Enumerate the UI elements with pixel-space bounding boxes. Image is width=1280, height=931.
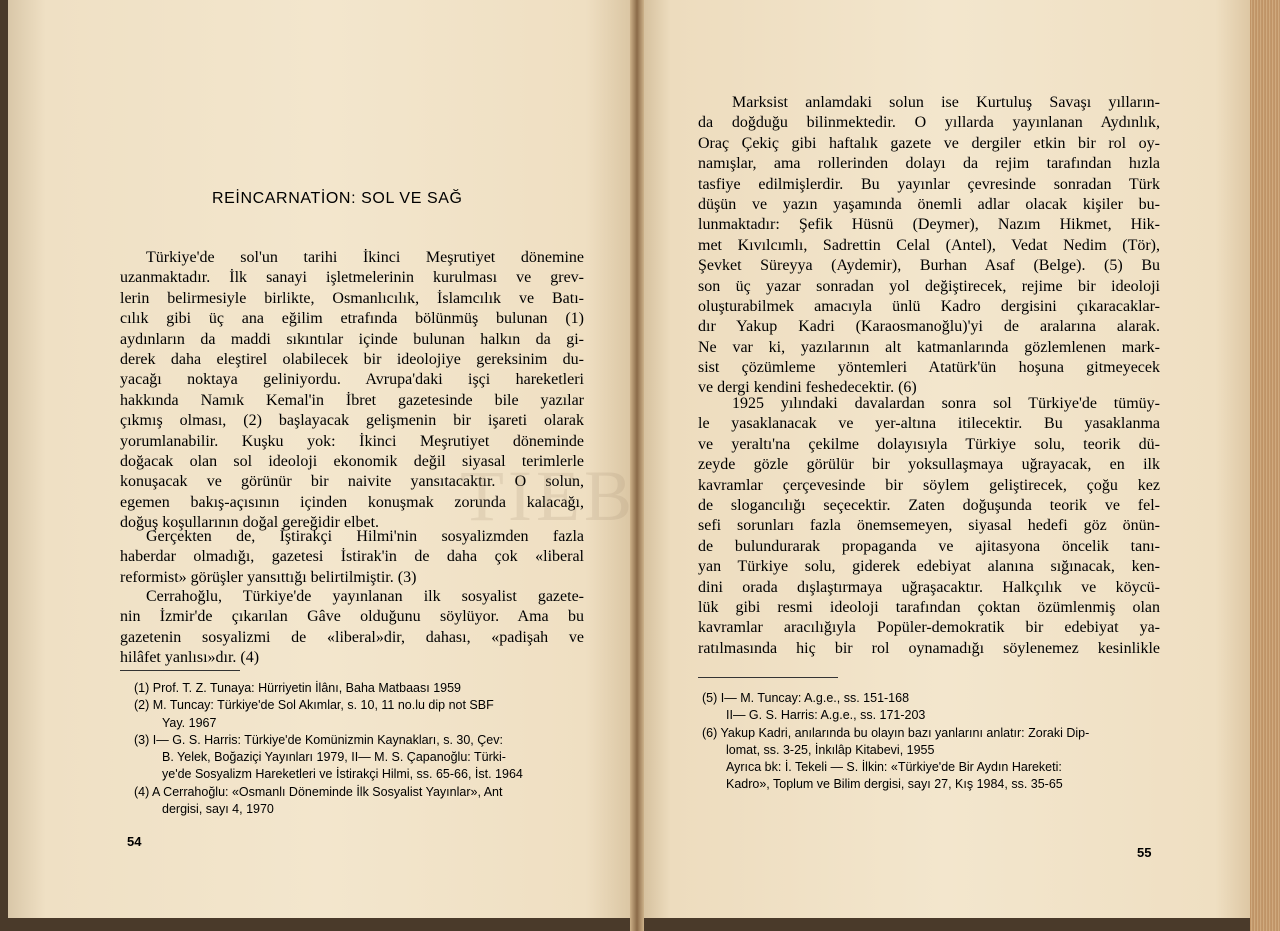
- text-line: son üç yazar sonradan yol değiştirecek, rejime bir ideoloji: [698, 277, 1160, 295]
- text-line: lerin belirmesiyle birlikte, Osmanlıcılık, İslamcılık ve Batı-: [120, 289, 584, 307]
- text-line: sefi sorunları fazla önemsemeyen, siyasal hedefi göz önün-: [698, 517, 1160, 535]
- text-line: yorumlanabilir. Kuşku yok: İkinci Meşrutiyet döneminde: [120, 432, 584, 450]
- text-line: aydınların da maddi sıkıntılar içinde bulunan halkın da gi-: [120, 330, 584, 348]
- footnote: lomat, ss. 3-25, İnkılâp Kitabevi, 1955: [726, 742, 935, 757]
- text-line: de bulundurarak propaganda ve ajitasyona öncelik tanı-: [698, 537, 1160, 555]
- text-line: Gerçekten de, İştirakçi Hilmi'nin sosyalizmden fazla: [146, 528, 584, 545]
- page-number-left: 54: [127, 834, 142, 849]
- text-line: yan Türkiye solu, giderek edebiyat alanına sığınacak, ken-: [698, 558, 1160, 576]
- footnote: (1) Prof. T. Z. Tunaya: Hürriyetin İlânı, Baha Matbaası 1959: [134, 681, 462, 695]
- text-line: nin İzmir'de çıkarılan Gâve olduğunu söylüyor. Ama bu: [120, 608, 584, 626]
- right-footnotes: [702, 690, 1158, 794]
- text-line: met Kıvılcımlı, Sadrettin Celal (Antel), Vedat Nedim (Tör),: [698, 236, 1160, 254]
- text-line: kavramlar aracılığıyla Popüler-demokratik bir edebiyat ya-: [698, 619, 1160, 637]
- footnote: II— G. S. Harris: A.g.e., ss. 171-203: [726, 708, 926, 723]
- text-line: reformist» görüşler yansıttığı belirtilmiştir. (3): [120, 568, 417, 586]
- text-line: de slogancılığı seçecektir. Zaten doğuşunda teorik ve fel-: [698, 496, 1160, 514]
- text-line: 1925 yılındaki davalardan sonra sol Türkiye'de tümüy-: [732, 395, 1160, 412]
- footnote: (4) A Cerrahoğlu: «Osmanlı Döneminde İlk Sosyalist Yayınlar», Ant: [134, 784, 503, 799]
- text-line: derek daha eleştirel olabilecek bir ideolojiye gereksinim du-: [120, 350, 584, 368]
- left-footnotes: [134, 680, 594, 818]
- text-line: doğacak olan sol ideoloji ekonomik değil siyasal terimlerle: [120, 452, 584, 470]
- page-number-right: 55: [1137, 845, 1152, 860]
- text-line: sist çözümleme yöntemleri Atatürk'ün hoşuna gitmeyecek: [698, 359, 1160, 377]
- text-line: zeyde gözle görülür bir yoksullaşmaya uğrayacak, en ilk: [698, 456, 1160, 474]
- right-paragraph-2: [698, 394, 1160, 659]
- footnote: (2) M. Tuncay: Türkiye'de Sol Akımlar, s. 10, 11 no.lu dip not SBF: [134, 698, 494, 713]
- text-line: cılık gibi üç ana eğilim etrafında bölünmüş bulunan (1): [120, 310, 584, 328]
- footnote: dergisi, sayı 4, 1970: [162, 802, 274, 817]
- text-line: dır Yakup Kadri (Karaosmanoğlu)'yi de aralarına alarak.: [698, 318, 1160, 336]
- text-line: Marksist anlamdaki solun ise Kurtuluş Savaşı yılların-: [732, 94, 1160, 111]
- text-line: kavramlar çerçevesinde bir söylem geliştirecek, çoğu kez: [698, 476, 1160, 494]
- text-line: düşün ve yazın yaşamında önemli adlar olacak kişiler bu-: [698, 195, 1160, 213]
- text-line: hakkında Namık Kemal'in İbret gazetesinde bile yazılar: [120, 391, 584, 409]
- text-line: hilâfet yanlısı»dır. (4): [120, 649, 260, 667]
- text-line: Ne var ki, yazılarının alt katmanlarında gözlemlenen mark-: [698, 338, 1160, 356]
- text-line: gazetenin sosyalizmi de «liberal»dir, dahası, «padişah ve: [120, 628, 584, 646]
- footnote: (3) I— G. S. Harris: Türkiye'de Komünizmin Kaynakları, s. 30, Çev:: [134, 732, 503, 747]
- text-line: yacağı noktaya geliniyordu. Avrupa'daki işçi hareketleri: [120, 371, 584, 389]
- text-line: doğuş koşullarının doğal gereğidir elbet.: [120, 514, 380, 532]
- text-line: ve yeraltı'na çekilme dolayısıyla Türkiye solu, teorik dü-: [698, 435, 1160, 453]
- footnote: Yay. 1967: [162, 715, 217, 730]
- text-line: uzanmaktadır. İlk sanayi işletmelerinin kurulması ve grev-: [120, 269, 584, 287]
- text-line: da doğduğu bilinmektedir. O yıllarda yayınlanan Aydınlık,: [698, 114, 1160, 132]
- text-line: Oraç Çekiç gibi haftalık gazete ve dergiler etkin bir rol oy-: [698, 134, 1160, 152]
- text-line: oluşturabilmek amacıyla ünlü Kadro dergisini çıkaracaklar-: [698, 297, 1160, 315]
- chapter-title: REİNCARNATİON: SOL VE SAĞ: [212, 190, 463, 207]
- footnote-divider: [120, 670, 240, 671]
- text-line: le yasaklanacak ve yer-altına itilecektir. Bu yasaklanma: [698, 415, 1160, 433]
- text-line: namışlar, ama rollerinden dolayı da rejim tarafından hızla: [698, 155, 1160, 173]
- footnote: (5) I— M. Tuncay: A.g.e., ss. 151-168: [702, 691, 910, 705]
- text-line: dini orada dışlaştırmaya uğraşacaktır. Halkçılık ve köycü-: [698, 578, 1160, 596]
- text-line: ve dergi kendini feshedecektir. (6): [698, 379, 917, 397]
- text-line: haberdar olmadığı, gazetesi İstirak'in de daha çok «liberal: [120, 548, 584, 566]
- text-line: tasfiye edilmişlerdir. Bu yayınlar çevresinde sonradan Türk: [698, 175, 1160, 193]
- footnote-divider: [698, 677, 838, 678]
- footnote: B. Yelek, Boğaziçi Yayınları 1979, II— M. S. Çapanoğlu: Türki-: [162, 750, 506, 765]
- footnote: Ayrıca bk: İ. Tekeli — S. İlkin: «Türkiye'de Bir Aydın Hareketi:: [726, 760, 1062, 775]
- left-paragraph-3: [120, 587, 584, 669]
- text-line: egemen bakış-açısının içinden konuşmak zorunda kalacağı,: [120, 493, 584, 511]
- text-line: Türkiye'de sol'un tarihi İkinci Meşrutiyet dönemine: [146, 249, 584, 266]
- text-line: ratılmasında hiç bir rol oynamadığı söylenemez kesinlikle: [698, 639, 1160, 657]
- text-line: çıkmış olması, (2) başlayacak gelişmenin bir işareti olarak: [120, 412, 584, 430]
- footnote: Kadro», Toplum ve Bilim dergisi, sayı 27, Kış 1984, ss. 35-65: [726, 777, 1063, 792]
- page-edges: [1250, 0, 1280, 931]
- watermark: TIEB: [460, 456, 636, 536]
- text-line: Cerrahoğlu, Türkiye'de yayınlanan ilk sosyalist gazete-: [146, 588, 584, 605]
- footnote: (6) Yakup Kadri, anılarında bu olayın bazı yanlarını anlatır: Zoraki Dip-: [702, 725, 1090, 740]
- footnote: ye'de Sosyalizm Hareketleri ve İstirakçi Hilmi, ss. 65-66, İst. 1964: [162, 767, 523, 782]
- text-line: Şevket Süreyya (Aydemir), Burhan Asaf (Belge). (5) Bu: [698, 257, 1160, 275]
- text-line: lük gibi resmi ideoloji tarafından çoktan özümlenmiş olan: [698, 598, 1160, 616]
- text-line: konuşacak ve görünür bir naivite yansıtacaktır. O solun,: [120, 473, 584, 491]
- text-line: lunmaktadır: Şefik Hüsnü (Deymer), Nazım Hikmet, Hik-: [698, 216, 1160, 234]
- right-paragraph-1: [698, 93, 1160, 399]
